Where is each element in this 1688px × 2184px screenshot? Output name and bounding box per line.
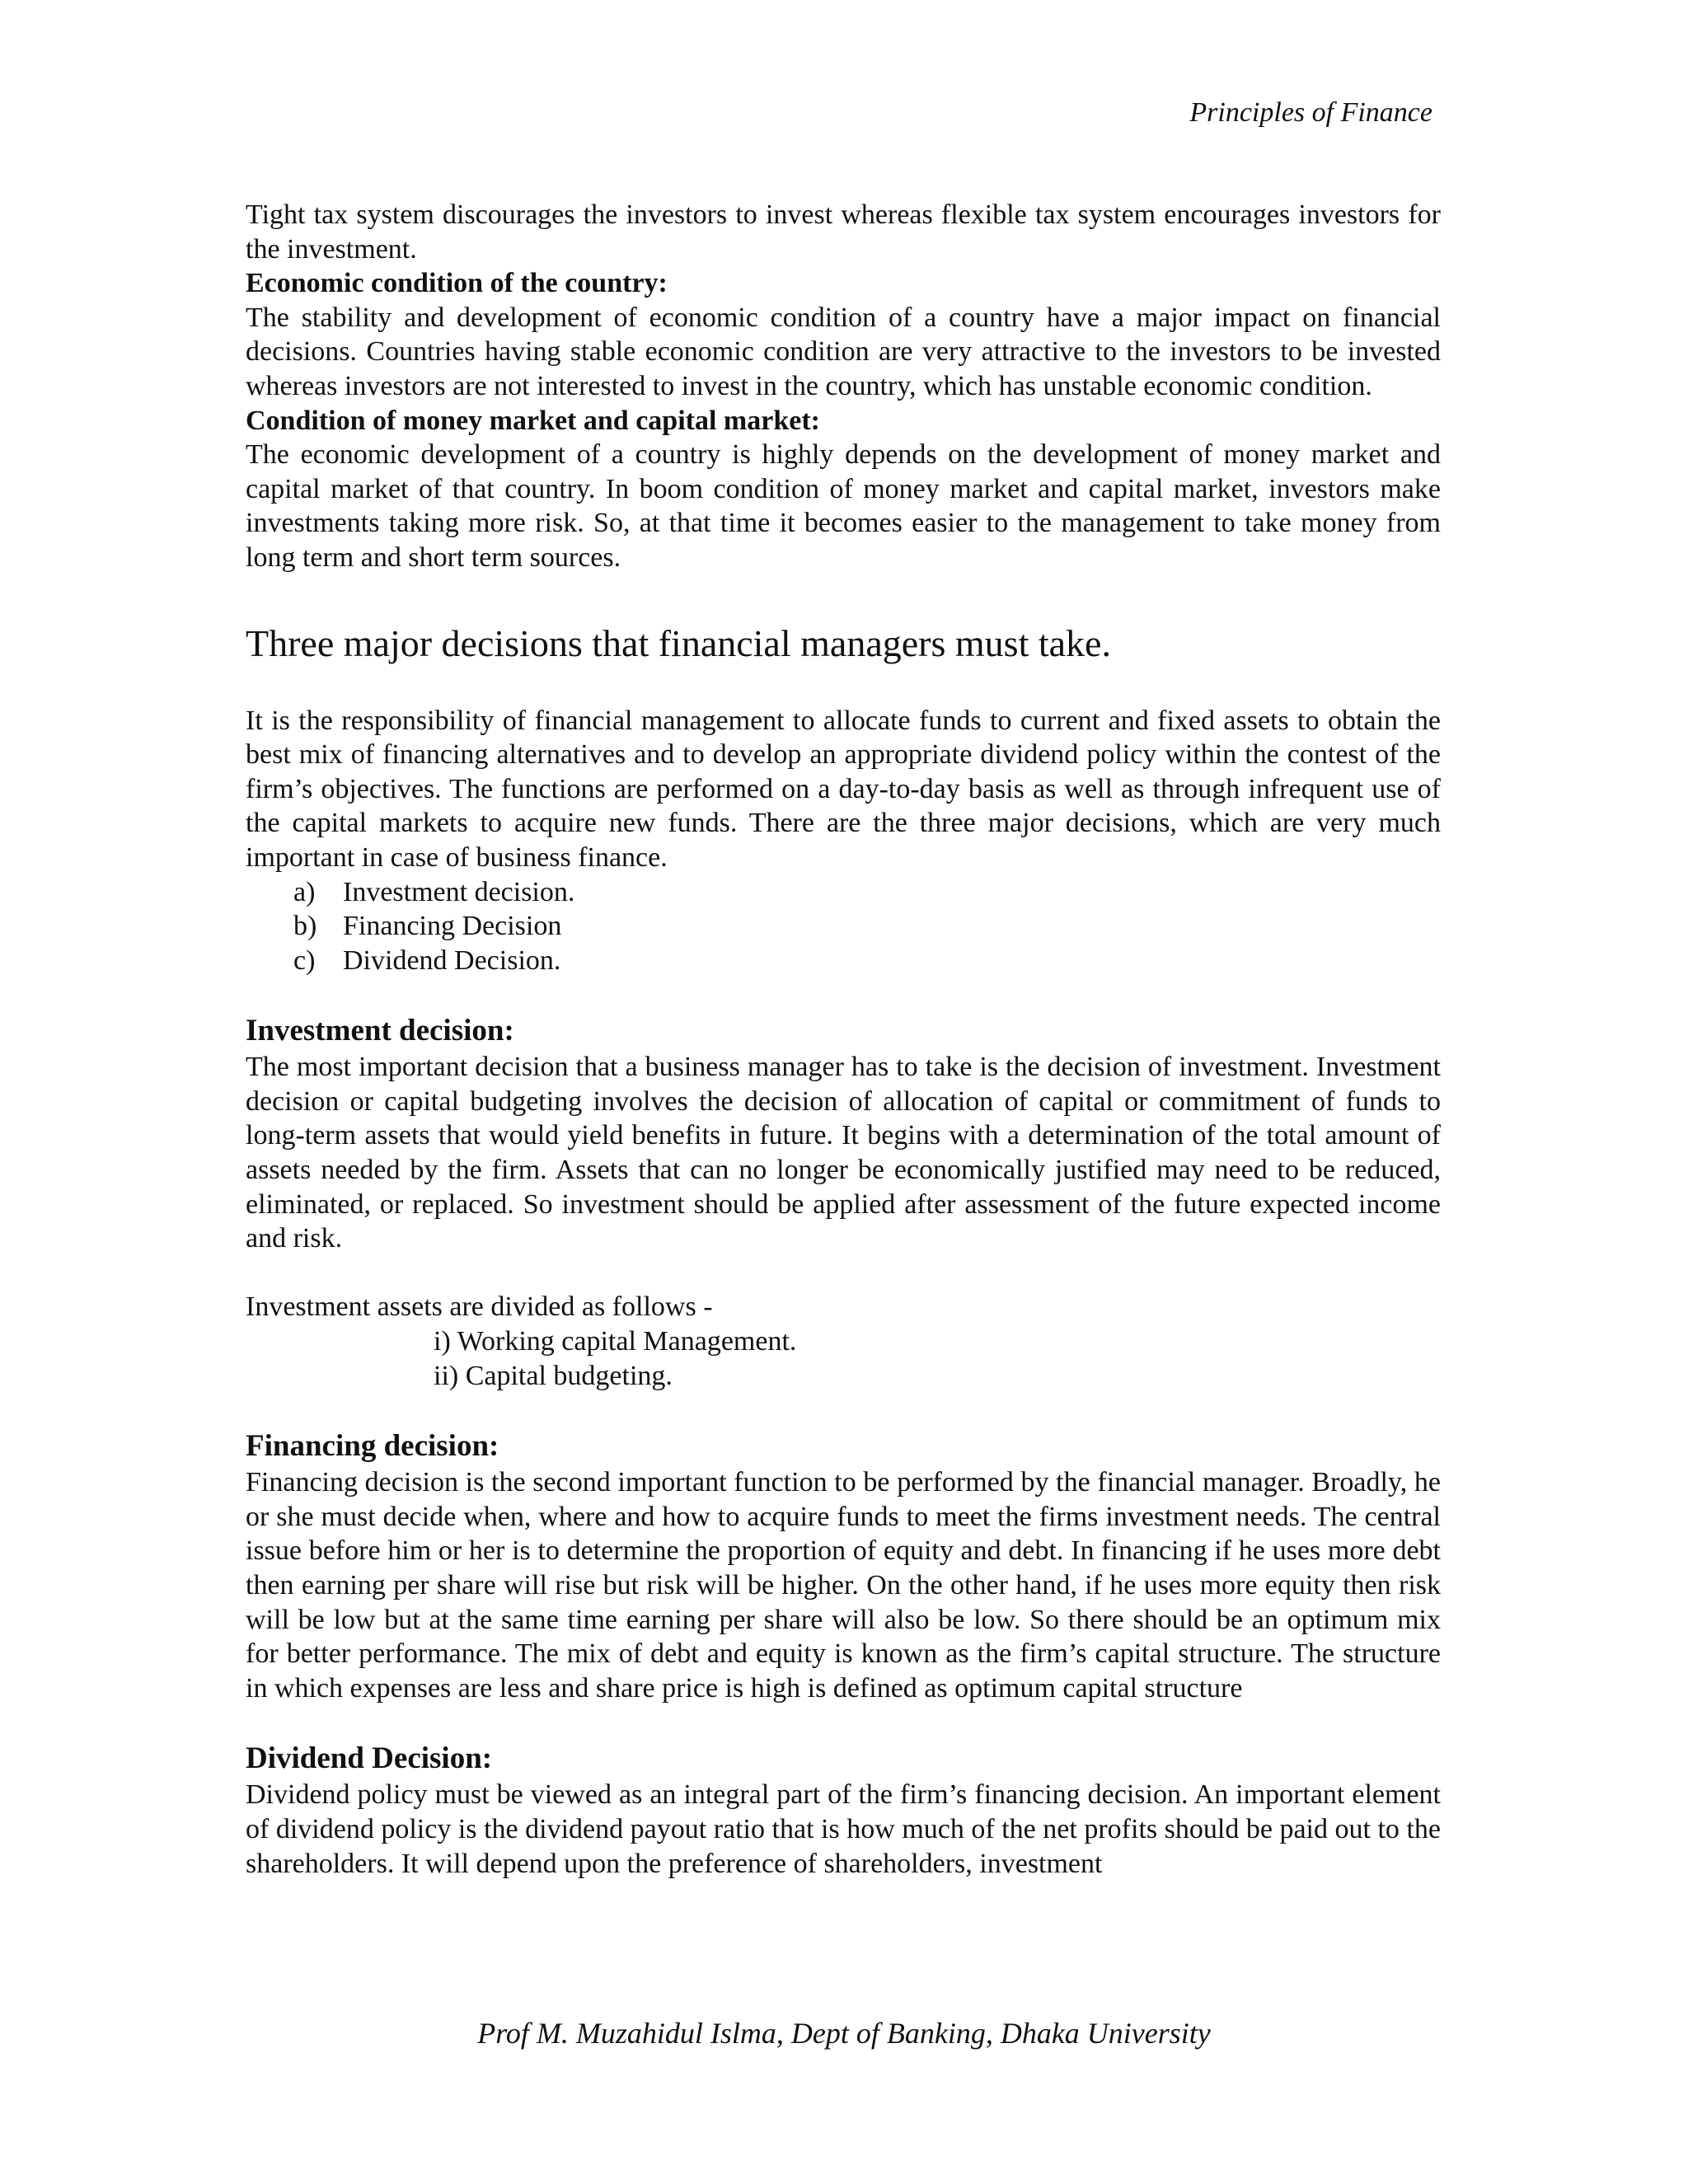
money-market-paragraph: The economic development of a country is highly depends on the development of money market and capital market of that country. In boom condition of money market and capital market, investors make investments taking more risk. So, at that time it becomes easier to the management to take money from long term and short term sources. [246,439,1441,573]
dividend-paragraph: Dividend policy must be viewed as an integral part of the firm’s financing decision. An important element of dividend policy is the dividend payout ratio that is how much of the net profits should be paid out to the shareholders. It will depend upon the preference of shareholders, investment [246,1779,1441,1879]
investment-heading: Investment decision: [246,1014,514,1048]
dividend-heading: Dividend Decision: [246,1741,493,1776]
assets-intro: Investment assets are divided as follows - [246,1291,713,1323]
list-item: ii) Capital budgeting. [434,1360,673,1391]
decisions-list [246,875,1441,978]
financing-paragraph: Financing decision is the second important function to be performed by the financial manager. Broadly, he or she must decide when, where and how to acquire funds to meet the firms investment needs. The central issue before him or her is to determine the proportion of equity and debt. In financing if he uses more debt then earning per share will rise but risk will be higher. On the other hand, if he uses more equity then risk will be low but at the same time earning per share will also be low. So there should be an optimum mix for better performance. The mix of debt and equity is known as the firm’s capital structure. The structure in which expenses are less and share price is high is defined as optimum capital structure [246,1467,1441,1704]
list-marker: a) [293,876,316,907]
list-text: Financing Decision [343,911,562,942]
list-item [293,944,1441,978]
page-body [246,198,1441,1881]
major-decisions-heading: Three major decisions that financial managers must take. [246,621,1111,664]
tax-paragraph: Tight tax system discourages the investors to invest whereas flexible tax system encourages investors for the investment. [246,199,1441,265]
major-decisions-paragraph: It is the responsibility of financial management to allocate funds to current and fixed assets to obtain the best mix of financing alternatives and to develop an appropriate dividend policy within the contest of the firm’s objectives. The functions are performed on a day-to-day basis as well as through infrequent use of the capital markets to acquire new funds. There are the three major decisions, which are very much important in case of business finance. [246,705,1441,873]
list-item [293,909,1441,944]
page-footer: Prof M. Muzahidul Islma, Dept of Banking, Dhaka University [477,2017,1211,2050]
economic-heading: Economic condition of the country: [246,268,668,299]
assets-list [246,1324,1441,1393]
money-market-heading: Condition of money market and capital market: [246,405,820,436]
economic-paragraph: The stability and development of economic condition of a country have a major impact on financial decisions. Countries having stable economic condition are very attractive to the investors to be invested whereas investors are not interested to invest in the country, which has unstable economic condition. [246,302,1441,401]
list-item [293,875,1441,910]
list-text: Dividend Decision. [343,944,561,976]
list-text: Investment decision. [343,876,575,907]
list-item: i) Working capital Management. [434,1326,797,1357]
list-marker: b) [293,911,317,942]
investment-paragraph: The most important decision that a business manager has to take is the decision of investment. Investment decision or capital budgeting involves the decision of allocation of capital or commitment of funds to long-term assets that would yield benefits in future. It begins with a determination of the total amount of assets needed by the firm. Assets that can no longer be economically justified may need to be reduced, eliminated, or replaced. So investment should be applied after assessment of the future expected income and risk. [246,1052,1441,1254]
running-header: Principles of Finance [1189,97,1432,128]
list-marker: c) [293,944,316,976]
financing-heading: Financing decision: [246,1429,499,1464]
